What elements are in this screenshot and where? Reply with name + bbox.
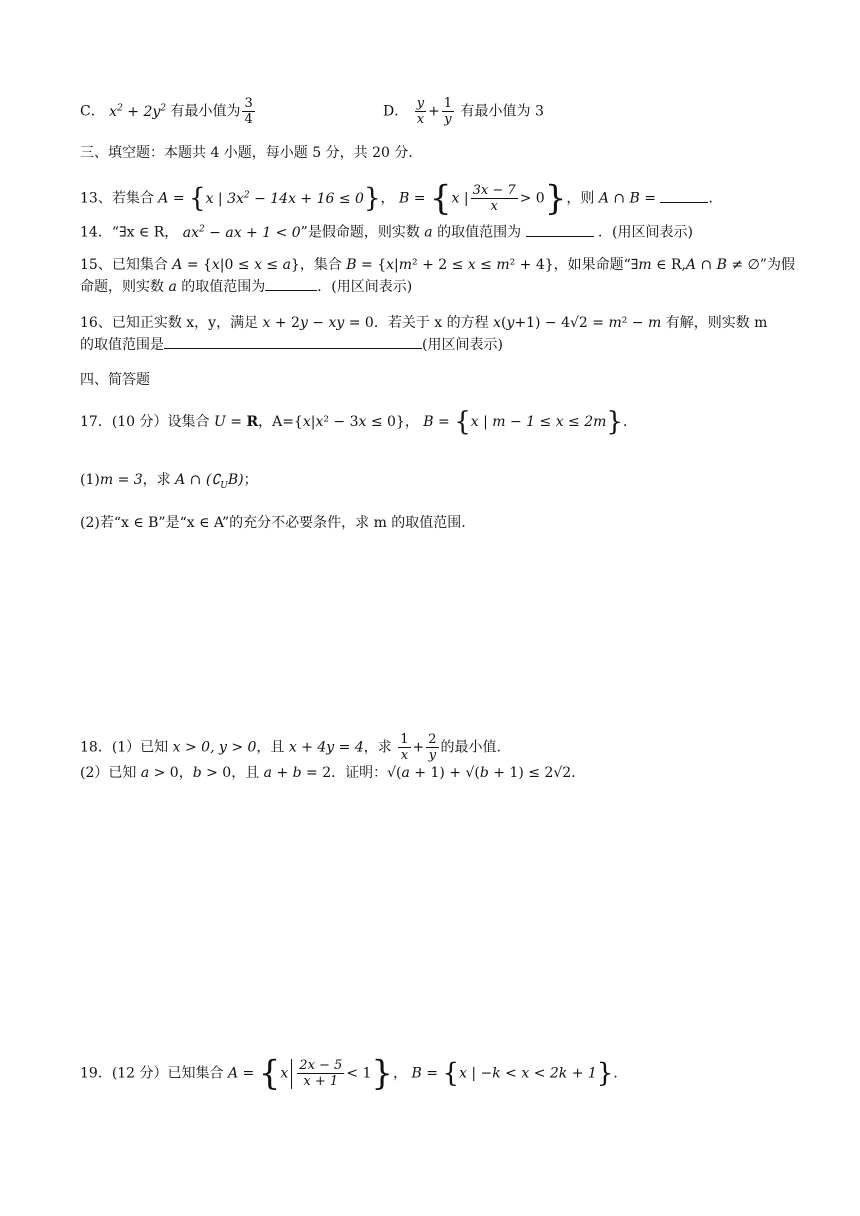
math: m = 3 xyxy=(99,472,143,488)
fraction: $\frac{1}{x}$ xyxy=(400,732,409,763)
question-17-part2: (2)若“x ∈ B”是“x ∈ A”的充分不必要条件，求 m 的取值范围. xyxy=(80,515,466,531)
question-15-cont: 命题，则实数 𝑎 的取值范围为 ．(用区间表示) xyxy=(80,276,412,297)
option-d: D． $\frac{y}{x}$ + $\frac{1}{y}$ 有最小值为 3 xyxy=(383,96,544,127)
math: A ∩ B = xyxy=(598,190,661,207)
answer-blank[interactable] xyxy=(164,334,422,349)
math: < 1 xyxy=(346,1065,372,1082)
math: a xyxy=(419,224,438,241)
math: R xyxy=(246,414,259,430)
fraction: $\frac{1}{y}$ xyxy=(443,96,453,127)
question-17-part1: (1)m = 3，求 A ∩ $(∁_UB)$； xyxy=(80,472,258,491)
math: B = xyxy=(423,414,455,430)
math: x | −k < x < 2k + 1 xyxy=(458,1065,597,1082)
math: x > 0, y > 0 xyxy=(172,739,257,756)
section-heading: 三、填空题：本题共 4 小题，每小题 5 分，共 20 分． xyxy=(80,145,423,161)
math: x | m − 1 ≤ x ≤ 2m xyxy=(470,414,607,430)
question-17: 17．(10 分）设集合 U = R，A={𝑥|𝑥² − 3𝑥 ≤ 0}， B = {x | m − 1 ≤ x ≤ 2m}． xyxy=(80,407,637,437)
question-18-part2: (2）已知 𝑎 > 0，𝑏 > 0，且 𝑎 + 𝑏 = 2．证明：√(𝑎 + 1) + √(𝑏 + 1) ≤ 2√2． xyxy=(80,765,586,781)
answer-blank[interactable] xyxy=(265,276,317,291)
math: x xyxy=(280,1065,289,1082)
question-19: 19．(12 分）已知集合 A = {x $\frac{2x - 5}{x + 1}$ < 1}， B = {x | −k < x < 2k + 1}． xyxy=(80,1053,628,1094)
question-13: 13、若集合 A = {x | $3x^2 - 14x + 16 \le 0$}， B = {x | $\frac{3x - 7}{x}$ > 0}，则 A ∩ B = ． xyxy=(80,178,723,219)
answer-blank[interactable] xyxy=(660,188,708,203)
math: x + 4y = 4 xyxy=(288,739,364,756)
question-14: 14．“∃x ∈ R， $ax^2$ − ax + 1 < 0”是假命题，则实数 a 的取值范围为 ．(用区间表示) xyxy=(80,219,693,243)
math: A ∩ $(∁_UB)$ xyxy=(175,472,244,491)
math: > 0 xyxy=(519,190,545,207)
fraction: $\frac{3x - 7}{x}$ xyxy=(472,183,516,214)
math: B = xyxy=(411,1065,443,1082)
math: A = xyxy=(228,1065,259,1082)
math: B = xyxy=(398,190,430,207)
math: $x^2 + 2y^2$ xyxy=(109,102,166,120)
fraction: $\frac{3}{4}$ xyxy=(244,96,253,127)
math: x | $3x^2 - 14x + 16 \le 0$ xyxy=(205,189,364,207)
option-c: C． $x^2 + 2y^2$ 有最小值为 $\frac{3}{4}$ xyxy=(80,96,253,127)
question-16: 16、已知正实数 x，y，满足 𝑥 + 2𝑦 − 𝑥𝑦 = 0．若关于 x 的方程 𝑥(𝑦+1) − 4√2 = 𝑚² − 𝑚 有解，则实数 m xyxy=(80,315,768,331)
math: $ax^2$ − ax + 1 < 0 xyxy=(182,224,301,241)
math: U = xyxy=(214,414,247,430)
fraction: $\frac{y}{x}$ xyxy=(416,96,425,127)
math: x | xyxy=(451,190,469,207)
question-18: 18．(1）已知 x > 0, y > 0，且 x + 4y = 4，求 $\frac{1}{x}$ + $\frac{2}{y}$ 的最小值. xyxy=(80,732,501,763)
fraction: $\frac{2}{y}$ xyxy=(428,732,437,763)
math: A = xyxy=(158,190,190,207)
question-15: 15、已知集合 𝐴 = {𝑥|0 ≤ 𝑥 ≤ 𝑎}，集合 𝐵 = {𝑥|𝑚² + 2 ≤ 𝑥 ≤ 𝑚² + 4}，如果命题“∃𝑚 ∈ R,𝐴 ∩ 𝐵 ≠ ∅”为假 xyxy=(80,257,795,273)
fraction: $\frac{2x - 5}{x + 1}$ xyxy=(299,1058,343,1089)
answer-blank[interactable] xyxy=(526,222,594,237)
question-16-cont: 的取值范围是 (用区间表示) xyxy=(80,334,503,355)
section-heading: 四、简答题 xyxy=(80,372,150,388)
